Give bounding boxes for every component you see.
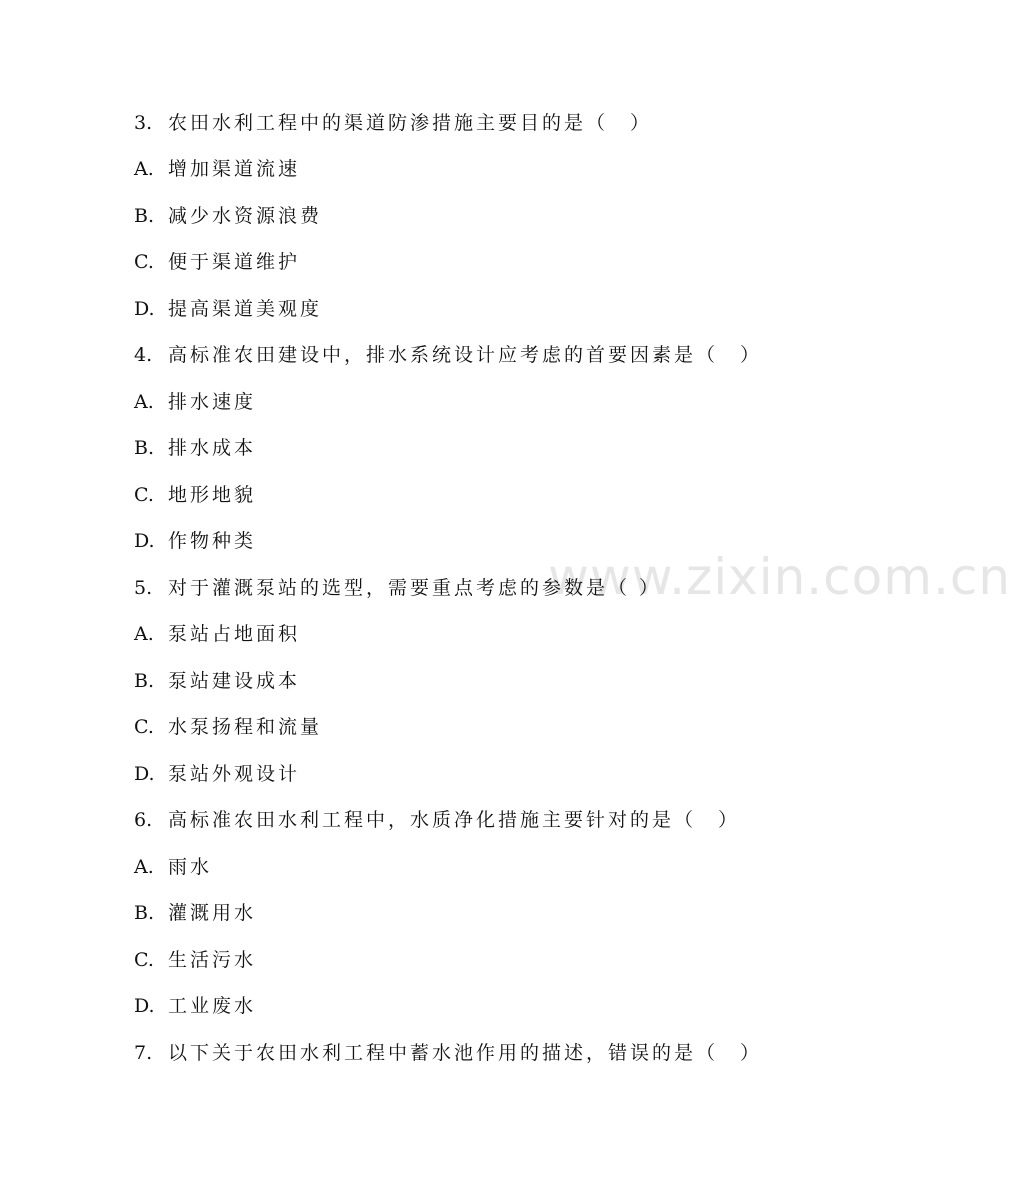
option-label: B. xyxy=(134,902,155,924)
option-c xyxy=(134,482,256,508)
option-text: 工业废水 xyxy=(168,995,257,1017)
option-text: 地形地貌 xyxy=(168,484,257,506)
option-label: A. xyxy=(134,856,154,878)
option-label: B. xyxy=(134,205,155,227)
option-b xyxy=(134,668,300,694)
question-5 xyxy=(134,575,661,601)
option-text: 雨水 xyxy=(168,856,213,878)
option-label: D. xyxy=(134,298,155,320)
question-number: 5. xyxy=(134,577,153,599)
option-text: 提高渠道美观度 xyxy=(168,298,323,320)
option-label: A. xyxy=(134,623,154,645)
option-a xyxy=(134,156,300,182)
option-b xyxy=(134,900,256,926)
option-text: 灌溉用水 xyxy=(168,902,257,924)
option-label: B. xyxy=(134,670,155,692)
option-label: C. xyxy=(134,251,154,273)
question-number: 4. xyxy=(134,344,153,366)
option-text: 减少水资源浪费 xyxy=(168,205,323,227)
option-label: C. xyxy=(134,484,154,506)
option-label: D. xyxy=(134,995,155,1017)
option-text: 作物种类 xyxy=(168,530,257,552)
option-label: D. xyxy=(134,530,155,552)
option-d xyxy=(134,761,300,787)
option-label: A. xyxy=(134,391,154,413)
option-c xyxy=(134,947,256,973)
option-d xyxy=(134,993,256,1019)
option-c xyxy=(134,249,300,275)
option-text: 排水成本 xyxy=(168,437,257,459)
option-text: 泵站外观设计 xyxy=(168,763,301,785)
option-label: B. xyxy=(134,437,155,459)
option-text: 便于渠道维护 xyxy=(168,251,301,273)
option-d xyxy=(134,296,322,322)
option-c xyxy=(134,714,322,740)
question-text: 农田水利工程中的渠道防渗措施主要目的是（ ） xyxy=(168,112,653,134)
watermark: www.zixin.com.cn xyxy=(548,548,1011,606)
option-a xyxy=(134,389,256,415)
question-4 xyxy=(134,342,762,368)
option-label: A. xyxy=(134,158,154,180)
option-b xyxy=(134,203,322,229)
option-text: 泵站占地面积 xyxy=(168,623,301,645)
option-label: C. xyxy=(134,949,154,971)
question-text: 高标准农田建设中，排水系统设计应考虑的首要因素是（ ） xyxy=(168,344,763,366)
option-label: C. xyxy=(134,716,154,738)
option-text: 生活污水 xyxy=(168,949,257,971)
question-3 xyxy=(134,110,652,136)
option-label: D. xyxy=(134,763,155,785)
question-number: 6. xyxy=(134,809,153,831)
option-text: 水泵扬程和流量 xyxy=(168,716,323,738)
option-a xyxy=(134,854,212,880)
question-number: 7. xyxy=(134,1042,153,1064)
option-b xyxy=(134,435,256,461)
option-text: 泵站建设成本 xyxy=(168,670,301,692)
option-text: 排水速度 xyxy=(168,391,257,413)
question-text: 对于灌溉泵站的选型，需要重点考虑的参数是（ ） xyxy=(168,577,662,599)
question-7 xyxy=(134,1040,762,1066)
option-d xyxy=(134,528,256,554)
question-text: 高标准农田水利工程中，水质净化措施主要针对的是（ ） xyxy=(168,809,741,831)
question-number: 3. xyxy=(134,112,153,134)
option-text: 增加渠道流速 xyxy=(168,158,301,180)
question-6 xyxy=(134,807,740,833)
option-a xyxy=(134,621,300,647)
question-text: 以下关于农田水利工程中蓄水池作用的描述，错误的是（ ） xyxy=(168,1042,763,1064)
